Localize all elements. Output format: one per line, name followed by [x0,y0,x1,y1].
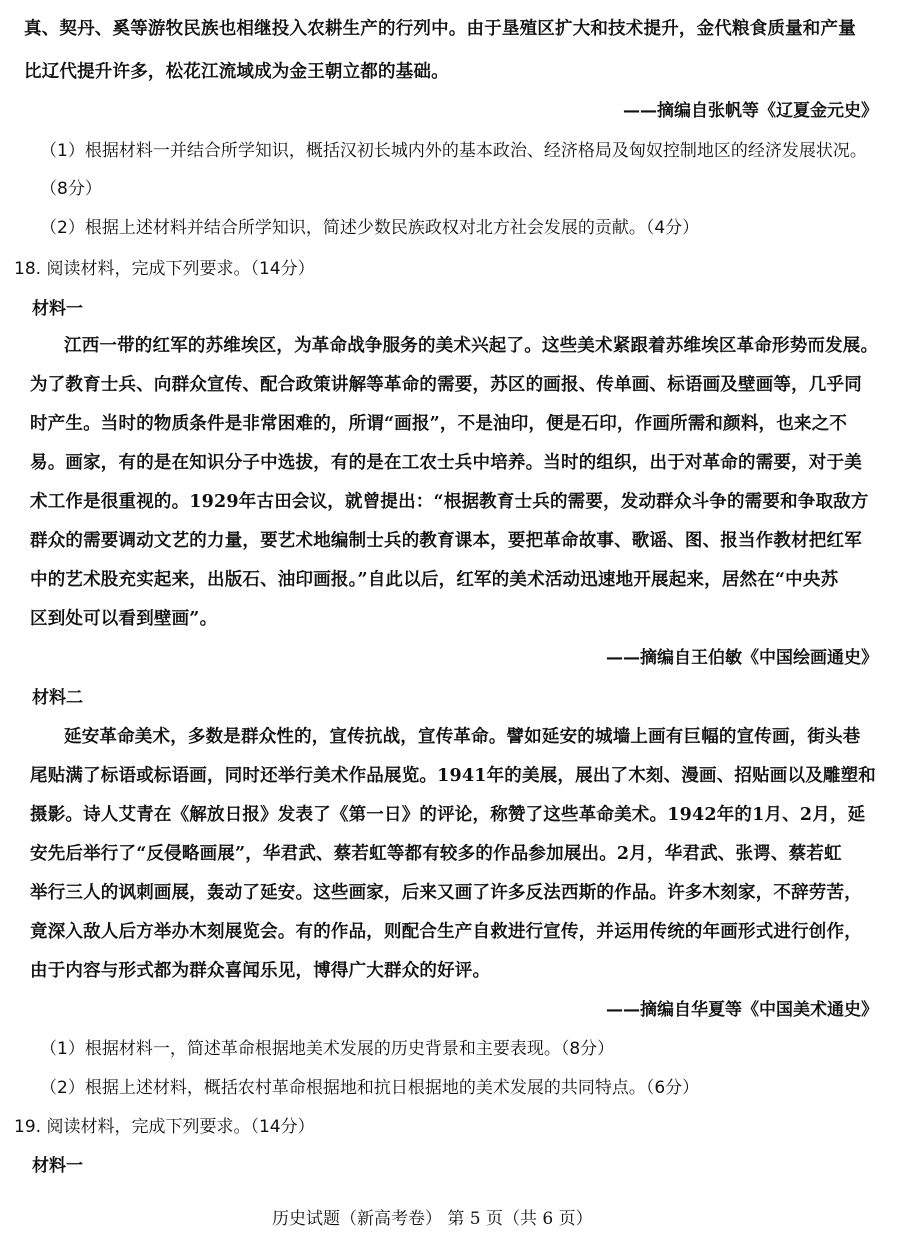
sub-question-1: （1）根据材料一，简述革命根据地美术发展的历史背景和主要表现。（8分） [40,1039,615,1059]
page-footer: 历史试题（新高考卷） 第 5 页（共 6 页） [272,1209,593,1229]
question-19-title: 19. 阅读材料，完成下列要求。（14分） [14,1117,315,1137]
paragraph-line: 延安革命美术，多数是群众性的，宣传抗战，宣传革命。譬如延安的城墙上画有巨幅的宣传画，街头巷 [64,727,861,747]
material-1-heading: 材料一 [32,299,83,319]
material-1-heading: 材料一 [32,1156,83,1176]
paragraph-line: 真、契丹、奚等游牧民族也相继投入农耕生产的行列中。由于垦殖区扩大和技术提升，金代粮食质量和产量 [24,19,856,39]
question-18-title: 18. 阅读材料，完成下列要求。（14分） [14,259,315,279]
sub-question-2: （2）根据上述材料，概括农村革命根据地和抗日根据地的美术发展的共同特点。（6分） [40,1078,700,1098]
paragraph-line: 摄影。诗人艾青在《解放日报》发表了《第一日》的评论，称赞了这些革命美术。1942年的1月、2月，延 [30,805,866,825]
paragraph-line: 中的艺术股充实起来，出版石、油印画报。”自此以后，红军的美术活动迅速地开展起来，居然在“中央苏 [30,570,839,590]
paragraph-line: 术工作是很重视的。1929年古田会议，就曾提出：“根据教育士兵的需要，发动群众斗争的需要和争取敌方 [30,492,869,512]
sub-question-1: （1）根据材料一并结合所学知识，概括汉初长城内外的基本政治、经济格局及匈奴控制地区的经济发展状况。 [40,141,867,161]
source-citation: ——摘编自王伯敏《中国绘画通史》 [606,648,878,668]
paragraph-line: 安先后举行了“反侵略画展”，华君武、蔡若虹等都有较多的作品参加展出。2月，华君武、张谔、蔡若虹 [30,844,842,864]
material-2-heading: 材料二 [32,688,83,708]
paragraph-line: 比辽代提升许多，松花江流域成为金王朝立都的基础。 [24,62,449,82]
paragraph-line: 竟深入敌人后方举办木刻展览会。有的作品，则配合生产自救进行宣传，并运用传统的年画形式进行创作， [30,922,862,942]
paragraph-line: 尾贴满了标语或标语画，同时还举行美术作品展览。1941年的美展，展出了木刻、漫画、招贴画以及雕塑和 [30,766,877,786]
source-citation: ——摘编自张帆等《辽夏金元史》 [623,101,878,121]
paragraph-line: 区到处可以看到壁画”。 [30,609,218,629]
paragraph-line: 为了教育士兵、向群众宣传、配合政策讲解等革命的需要，苏区的画报、传单画、标语画及壁画等，几乎同 [30,375,862,395]
sub-question-2: （2）根据上述材料并结合所学知识，简述少数民族政权对北方社会发展的贡献。（4分） [40,218,700,238]
source-citation: ——摘编自华夏等《中国美术通史》 [606,1000,878,1020]
sub-question-1-score: （8分） [40,179,102,199]
paragraph-line: 时产生。当时的物质条件是非常困难的，所谓“画报”，不是油印，便是石印，作画所需和颜料，也来之不 [30,414,848,434]
paragraph-line: 易。画家，有的是在知识分子中选拔，有的是在工农士兵中培养。当时的组织，出于对革命的需要，对于美 [30,453,862,473]
paragraph-line: 江西一带的红军的苏维埃区，为革命战争服务的美术兴起了。这些美术紧跟着苏维埃区革命形势而发展。 [64,336,879,356]
paragraph-line: 由于内容与形式都为群众喜闻乐见，博得广大群众的好评。 [30,961,491,981]
paragraph-line: 举行三人的讽刺画展，轰动了延安。这些画家，后来又画了许多反法西斯的作品。许多木刻家，不辞劳苦， [30,883,862,903]
paragraph-line: 群众的需要调动文艺的力量，要艺术地编制士兵的教育课本，要把革命故事、歌谣、图、报当作教材把红军 [30,531,862,551]
